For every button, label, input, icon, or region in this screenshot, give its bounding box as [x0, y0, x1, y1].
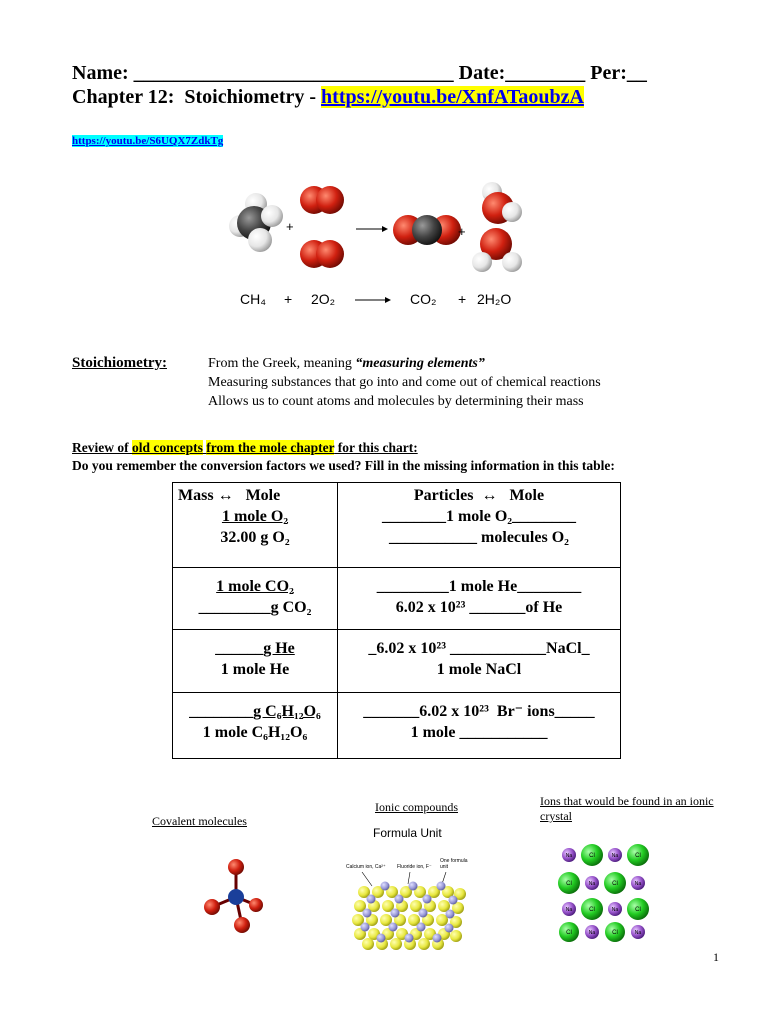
- name-blank[interactable]: ________________________________: [128, 62, 454, 84]
- header-mass: Mass: [178, 487, 214, 504]
- water-molecule-top: [482, 182, 522, 224]
- row3-left-top[interactable]: ______g He: [215, 640, 295, 657]
- table-row: [173, 693, 621, 759]
- lattice-label-formula-unit: One formula unit: [440, 858, 468, 870]
- carbon-dioxide-molecule: [393, 215, 461, 245]
- date-label: Date:: [453, 62, 506, 84]
- plus-sign-1: +: [286, 219, 294, 234]
- definition-line-1: [208, 356, 485, 372]
- definition-line-2: Measuring substances that go into and come out of chemical reactions: [208, 375, 601, 390]
- row1-left-top[interactable]: 1 mole O₂: [221, 508, 289, 525]
- ion-row-4: [559, 922, 645, 942]
- page-number: 1: [713, 950, 719, 964]
- svg-text:Cl: Cl: [635, 853, 641, 859]
- ions-caption-line-2: crystal: [540, 809, 572, 823]
- equation-plus-2: +: [458, 291, 467, 307]
- ion-row-3: [562, 898, 649, 920]
- table-cell: [173, 568, 338, 630]
- oxygen-molecule-top: [300, 186, 344, 214]
- table-row: [173, 483, 621, 568]
- review-subtitle: Do you remember the conversion factors we used? Fill in the missing information in this table:: [72, 458, 615, 473]
- row4-left-top[interactable]: ________g C₆H₁₂O₆: [189, 703, 321, 720]
- svg-text:Cl: Cl: [635, 907, 641, 913]
- ion-crystal-illustration: [556, 843, 656, 943]
- lattice-label-fluoride: Fluoride ion, F⁻: [397, 864, 432, 870]
- ion-row-2: [558, 872, 645, 894]
- table-cell-particles-mole-1: [338, 483, 621, 568]
- review-title-old-concepts: old concepts: [131, 440, 203, 455]
- ionic-caption: Ionic compounds: [375, 800, 458, 814]
- date-blank[interactable]: ________: [505, 62, 586, 84]
- row3-left-bottom[interactable]: 1 mole He: [220, 661, 290, 678]
- table-cell: [173, 630, 338, 693]
- header-particles-mole: [338, 485, 620, 506]
- per-blank[interactable]: __: [626, 62, 647, 84]
- header-particles: Particles: [413, 487, 474, 504]
- svg-text:Cl: Cl: [589, 907, 595, 913]
- formula-unit-label: Formula Unit: [373, 826, 442, 840]
- row4-left-bottom[interactable]: 1 mole C₆H₁₂O₆: [202, 724, 308, 741]
- svg-text:Na: Na: [611, 853, 619, 859]
- equation-ch4: CH₄: [240, 291, 266, 307]
- table-cell-mass-mole-1: [173, 483, 338, 568]
- arrow-left-right-icon: ↔: [481, 487, 498, 504]
- name-label: Name:: [72, 62, 129, 84]
- row1-left-bottom[interactable]: 32.00 g O₂: [220, 529, 290, 546]
- equation-arrow: [355, 296, 391, 304]
- equation-plus-1: +: [284, 291, 293, 307]
- table-row: [173, 630, 621, 693]
- row2-left-top[interactable]: 1 mole CO₂: [216, 578, 294, 595]
- review-title-a: Review of: [72, 440, 132, 455]
- oxygen-molecule-bottom: [300, 240, 344, 268]
- stoichiometry-term: Stoichiometry:: [72, 355, 167, 371]
- header-mole-right: Mole: [509, 487, 545, 504]
- svg-text:Na: Na: [588, 881, 596, 887]
- video-link-1[interactable]: https://youtu.be/XnfATaoubzA: [321, 86, 584, 108]
- header-mass-mole: [173, 485, 337, 506]
- definition-line-1-text: From the Greek, meaning: [208, 356, 356, 371]
- svg-text:Cl: Cl: [612, 930, 618, 936]
- svg-text:Cl: Cl: [589, 853, 595, 859]
- ionic-lattice-illustration: [350, 872, 470, 950]
- plus-sign-2: +: [458, 224, 466, 239]
- table-cell: [338, 568, 621, 630]
- table-cell: [338, 630, 621, 693]
- reaction-arrow-top: [356, 226, 388, 232]
- definition-line-3: Allows us to count atoms and molecules by determining their mass: [208, 394, 584, 409]
- svg-text:Na: Na: [565, 853, 573, 859]
- ion-row-1: [562, 844, 649, 866]
- row1-right-bottom[interactable]: ___________ molecules O₂: [389, 529, 569, 546]
- table-row: [173, 568, 621, 630]
- svg-text:Cl: Cl: [566, 881, 572, 887]
- video-link-2[interactable]: https://youtu.be/S6UQX7ZdkTg: [72, 135, 224, 147]
- per-label: Per:: [585, 62, 627, 84]
- row4-right-bottom[interactable]: 1 mole ___________: [410, 724, 548, 741]
- lattice-label-calcium: Calcium ion, Ca²⁺: [346, 864, 386, 870]
- chapter-title: [72, 86, 584, 109]
- chapter-title-text: Chapter 12: Stoichiometry -: [72, 86, 322, 108]
- row3-right-top[interactable]: _6.02 x 10²³ ____________NaCl_: [368, 640, 590, 657]
- row2-left-bottom[interactable]: _________g CO₂: [198, 599, 312, 616]
- svg-text:Na: Na: [611, 907, 619, 913]
- review-title-mole-chapter: from the mole chapter: [206, 440, 335, 455]
- review-title: [72, 440, 418, 456]
- table-cell: [338, 693, 621, 759]
- header-mole-left: Mole: [245, 487, 281, 504]
- row2-right-bottom[interactable]: 6.02 x 10²³ _______of He: [395, 599, 563, 616]
- covalent-caption: Covalent molecules: [152, 814, 247, 828]
- row4-right-top[interactable]: _______6.02 x 10²³ Br⁻ ions_____: [363, 703, 595, 720]
- equation-h2o: 2H₂O: [477, 291, 512, 307]
- svg-text:Na: Na: [634, 930, 642, 936]
- svg-text:Cl: Cl: [612, 881, 618, 887]
- table-cell: [173, 693, 338, 759]
- svg-text:Cl: Cl: [566, 930, 572, 936]
- arrow-left-right-icon: ↔: [217, 487, 234, 504]
- svg-text:Na: Na: [588, 930, 596, 936]
- covalent-molecule-illustration: [200, 855, 270, 935]
- water-molecule-bottom: [472, 228, 522, 272]
- equation-co2: CO₂: [410, 291, 437, 307]
- row1-right-top[interactable]: ________1 mole O₂________: [381, 508, 577, 525]
- conversion-factor-table: [172, 482, 621, 759]
- svg-text:Na: Na: [634, 881, 642, 887]
- header-name-date-per: [72, 62, 647, 85]
- methane-molecule: [229, 193, 283, 252]
- equation-o2: 2O₂: [311, 291, 336, 307]
- row3-right-bottom[interactable]: 1 mole NaCl: [436, 661, 522, 678]
- reaction-molecules-illustration: [220, 178, 550, 278]
- definition-emphasis: “measuring elements”: [355, 356, 485, 371]
- row2-right-top[interactable]: _________1 mole He________: [376, 578, 582, 595]
- svg-text:Na: Na: [565, 907, 573, 913]
- review-title-e: for this chart:: [334, 440, 418, 455]
- ions-caption-line-1: Ions that would be found in an ionic: [540, 794, 714, 808]
